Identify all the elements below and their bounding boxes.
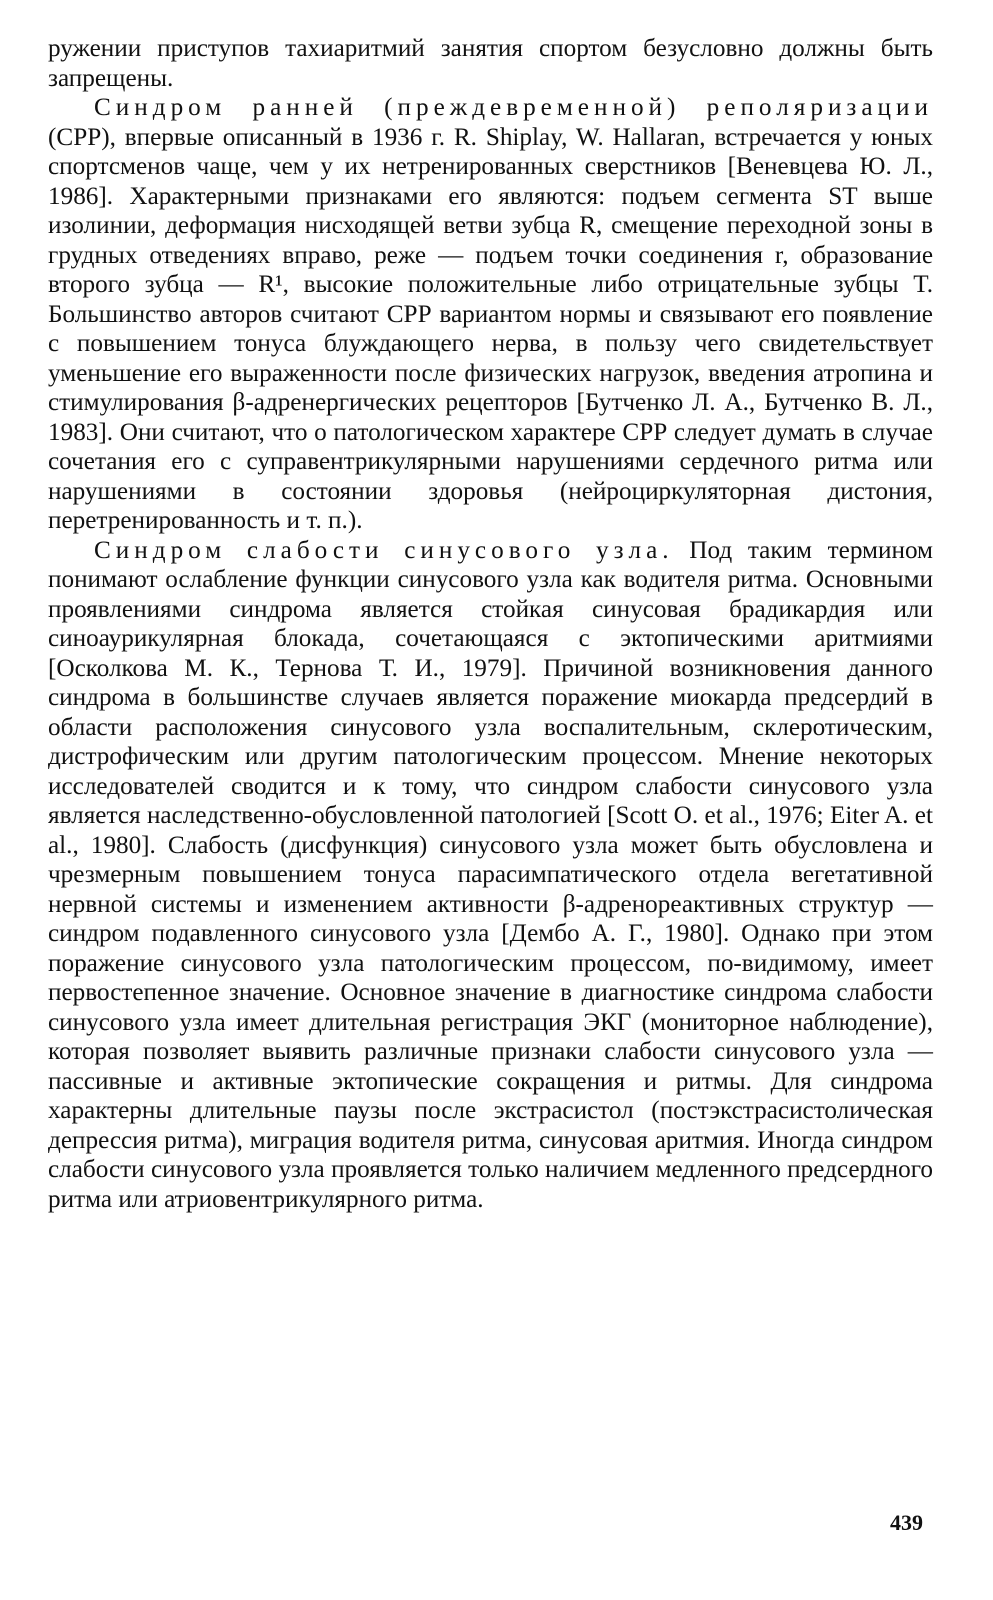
paragraph-text: (СРР), впервые описанный в 1936 г. R. Shiplay, W. Hallaran, встречается у юных спортсменов чаще, чем у их нетренированных сверстников [Веневцева Ю. Л., 1986]. Характерными признаками его являются: подъем сегмента ST выше изолинии, деформация нисходящей ветви зубца R, смещение переходной зоны в грудных отведениях вправо, реже — подъем точки соединения r, образование второго зубца — R¹, высокие положительные либо отрицательные зубцы T. Большинство авторов считают СРР вариантом нормы и связывают его появление с повышением тонуса блуждающего нерва, в пользу чего свидетельствует уменьшение его выраженности после физических нагрузок, введения атропина и стимулирования β-адренергических рецепторов [Бутченко Л. А., Бутченко В. Л., 1983]. Они считают, что о патологическом характере СРР следует думать в случае сочетания его с суправентрикулярными нарушениями сердечного ритма или нарушениями в состоянии здоровья (нейроциркуляторная дистония, перетренированность и т. п.). <box>48 123 933 534</box>
page-number: 439 <box>890 1510 923 1535</box>
spaced-heading-sick-sinus: Синдром слабости синусового узла. <box>94 536 674 564</box>
body-text <box>48 34 933 1214</box>
paragraph-early-repolarization <box>48 93 933 536</box>
paragraph-sick-sinus <box>48 536 933 1215</box>
spaced-heading-early-repolarization: Синдром ранней (преждевременной) реполяризации <box>94 94 933 121</box>
paragraph-text: ружении приступов тахиаритмий занятия спортом безусловно должны быть запрещены. <box>48 35 933 92</box>
paragraph-continuation <box>48 34 933 93</box>
paragraph-text: Под таким термином понимают ослабление функции синусового узла как водителя ритма. Основными проявлениями синдрома является стойкая синусовая брадикардия или синоаурикулярная блокада, сочетающаяся с эктопическими аритмиями [Осколкова М. К., Тернова Т. И., 1979]. Причиной возникновения данного синдрома в большинстве случаев является поражение миокарда предсердий в области расположения синусового узла воспалительным, склеротическим, дистрофическим или другим патологическим процессом. Мнение некоторых исследователей сводится и к тому, что синдром слабости синусового узла является наследственно-обусловленной патологией [Scott O. et al., 1976; Eiter A. et al., 1980]. Слабость (дисфункция) синусового узла может быть обусловлена и чрезмерным повышением тонуса парасимпатического отдела вегетативной нервной системы и изменением активности β-адренореактивных структур — синдром подавленного синусового узла [Дембо А. Г., 1980]. Однако при этом поражение синусового узла патологическим процессом, по-видимому, имеет первостепенное значение. Основное значение в диагностике синдрома слабости синусового узла имеет длительная регистрация ЭКГ (мониторное наблюдение), которая позволяет выявить различные признаки слабости синусового узла — пассивные и активные эктопические сокращения и ритмы. Для синдрома характерны длительные паузы после экстрасистол (постэкстрасистолическая депрессия ритма), миграция водителя ритма, синусовая аритмия. Иногда синдром слабости синусового узла проявляется только наличием медленного предсердного ритма или атриовентрикулярного ритма. <box>48 536 933 1213</box>
